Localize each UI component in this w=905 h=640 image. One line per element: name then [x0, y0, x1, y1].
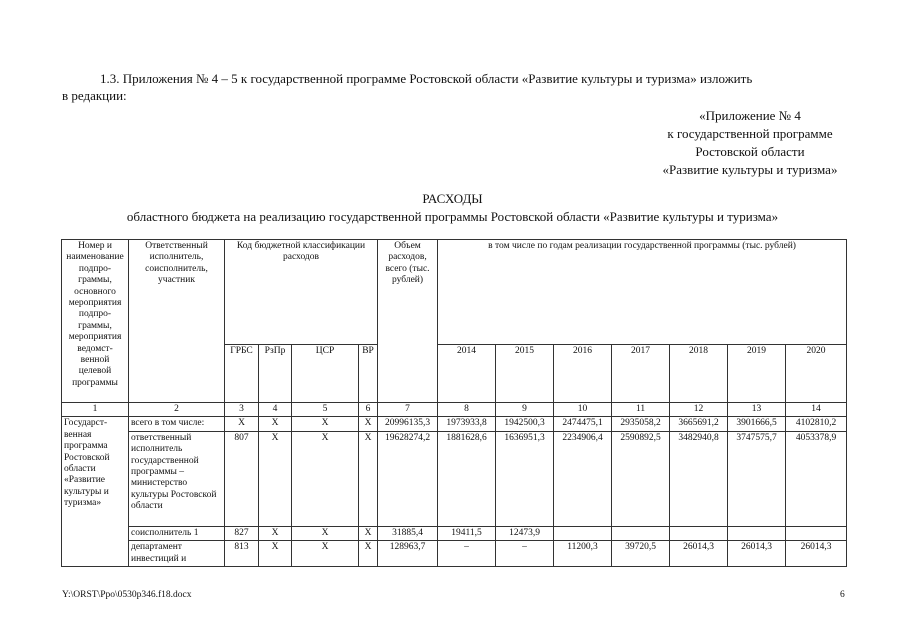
header-year: 2016 [554, 344, 612, 402]
grbs-cell: 807 [225, 431, 259, 526]
col-number: 9 [496, 403, 554, 417]
year-cell: 2234906,4 [554, 431, 612, 526]
year-cell: 3665691,2 [670, 417, 728, 431]
col-number: 11 [612, 403, 670, 417]
col-number: 5 [292, 403, 359, 417]
year-cell: 2474475,1 [554, 417, 612, 431]
header-rzpr: РзПр [259, 344, 292, 402]
year-cell: 26014,3 [670, 541, 728, 567]
intro-line-1: 1.3. Приложения № 4 – 5 к государственной программе Ростовской области «Развитие культуры и туризма» изложить [100, 71, 753, 86]
col-number: 4 [259, 403, 292, 417]
total-cell: 19628274,2 [378, 431, 438, 526]
table-row [62, 431, 847, 526]
csr-cell: Х [292, 526, 359, 540]
col-number: 10 [554, 403, 612, 417]
header-year: 2015 [496, 344, 554, 402]
year-cell: 1881628,6 [438, 431, 496, 526]
year-cell: 26014,3 [786, 541, 847, 567]
col-number: 13 [728, 403, 786, 417]
appendix-line: «Приложение № 4 [699, 108, 801, 123]
year-cell [786, 526, 847, 540]
year-cell [612, 526, 670, 540]
rzpr-cell: Х [259, 541, 292, 567]
resp-cell: всего в том числе: [129, 417, 225, 431]
table-row [62, 417, 847, 431]
appendix-header [600, 107, 900, 179]
total-cell: 31885,4 [378, 526, 438, 540]
header-year: 2017 [612, 344, 670, 402]
year-cell: 39720,5 [612, 541, 670, 567]
program-name: Государст-венная программа Ростовской области «Развитие культуры и туризма» [62, 417, 129, 567]
header-row-1 [62, 240, 847, 345]
year-cell [728, 526, 786, 540]
year-cell: – [496, 541, 554, 567]
resp-cell: департамент инвестиций и [129, 541, 225, 567]
vr-cell: Х [359, 541, 378, 567]
column-number-row [62, 403, 847, 417]
year-cell: 3747575,7 [728, 431, 786, 526]
header-num: Номер и наименование подпро-граммы, основного мероприятия подпро-граммы, мероприятия ведомст-венной целевой программы [62, 240, 129, 403]
header-year: 2019 [728, 344, 786, 402]
vr-cell: Х [359, 417, 378, 431]
grbs-cell: Х [225, 417, 259, 431]
header-year: 2018 [670, 344, 728, 402]
total-cell: 20996135,3 [378, 417, 438, 431]
col-number: 1 [62, 403, 129, 417]
csr-cell: Х [292, 417, 359, 431]
header-year: 2014 [438, 344, 496, 402]
year-cell: 12473,9 [496, 526, 554, 540]
table-row [62, 541, 847, 567]
csr-cell: Х [292, 431, 359, 526]
col-number: 7 [378, 403, 438, 417]
year-cell: 26014,3 [728, 541, 786, 567]
grbs-cell: 813 [225, 541, 259, 567]
col-number: 14 [786, 403, 847, 417]
year-cell: 2590892,5 [612, 431, 670, 526]
header-years-group: в том числе по годам реализации государственной программы (тыс. рублей) [438, 240, 847, 345]
page-number: 6 [840, 590, 845, 600]
year-cell [554, 526, 612, 540]
title-heading: РАСХОДЫ [422, 191, 483, 206]
appendix-line: «Развитие культуры и туризма» [662, 162, 838, 177]
title-subtitle: областного бюджета на реализацию государственной программы Ростовской области «Развитие культуры и туризма» [126, 209, 779, 224]
year-cell: 3482940,8 [670, 431, 728, 526]
csr-cell: Х [292, 541, 359, 567]
col-number: 2 [129, 403, 225, 417]
col-number: 6 [359, 403, 378, 417]
header-year: 2020 [786, 344, 847, 402]
resp-cell: ответственный исполнитель государственной программы – министерство культуры Ростовской области [129, 431, 225, 526]
year-cell: 2935058,2 [612, 417, 670, 431]
year-cell: – [438, 541, 496, 567]
rzpr-cell: Х [259, 417, 292, 431]
year-cell: 3901666,5 [728, 417, 786, 431]
table-row [62, 526, 847, 540]
header-csr: ЦСР [292, 344, 359, 402]
total-cell: 128963,7 [378, 541, 438, 567]
year-cell: 4102810,2 [786, 417, 847, 431]
header-code: Код бюджетной классификации расходов [225, 240, 378, 345]
year-cell: 1973933,8 [438, 417, 496, 431]
col-number: 12 [670, 403, 728, 417]
intro-line-2: в редакции: [62, 88, 127, 103]
intro-paragraph [62, 70, 862, 104]
grbs-cell: 827 [225, 526, 259, 540]
year-cell: 1942500,3 [496, 417, 554, 431]
year-cell: 19411,5 [438, 526, 496, 540]
header-grbs: ГРБС [225, 344, 259, 402]
vr-cell: Х [359, 526, 378, 540]
rzpr-cell: Х [259, 431, 292, 526]
header-total: Объем расходов, всего (тыс. рублей) [378, 240, 438, 403]
resp-cell: соисполнитель 1 [129, 526, 225, 540]
header-vr: ВР [359, 344, 378, 402]
document-title [0, 190, 905, 226]
year-cell: 4053378,9 [786, 431, 847, 526]
year-cell: 1636951,3 [496, 431, 554, 526]
appendix-line: Ростовской области [695, 144, 805, 159]
year-cell: 11200,3 [554, 541, 612, 567]
appendix-line: к государственной программе [667, 126, 833, 141]
year-cell [670, 526, 728, 540]
vr-cell: Х [359, 431, 378, 526]
col-number: 3 [225, 403, 259, 417]
expenses-table [61, 239, 847, 567]
header-resp: Ответственный исполнитель, соисполнитель, участник [129, 240, 225, 403]
col-number: 8 [438, 403, 496, 417]
footer-file-path: Y:\ORST\Ppo\0530p346.f18.docx [62, 590, 192, 600]
rzpr-cell: Х [259, 526, 292, 540]
